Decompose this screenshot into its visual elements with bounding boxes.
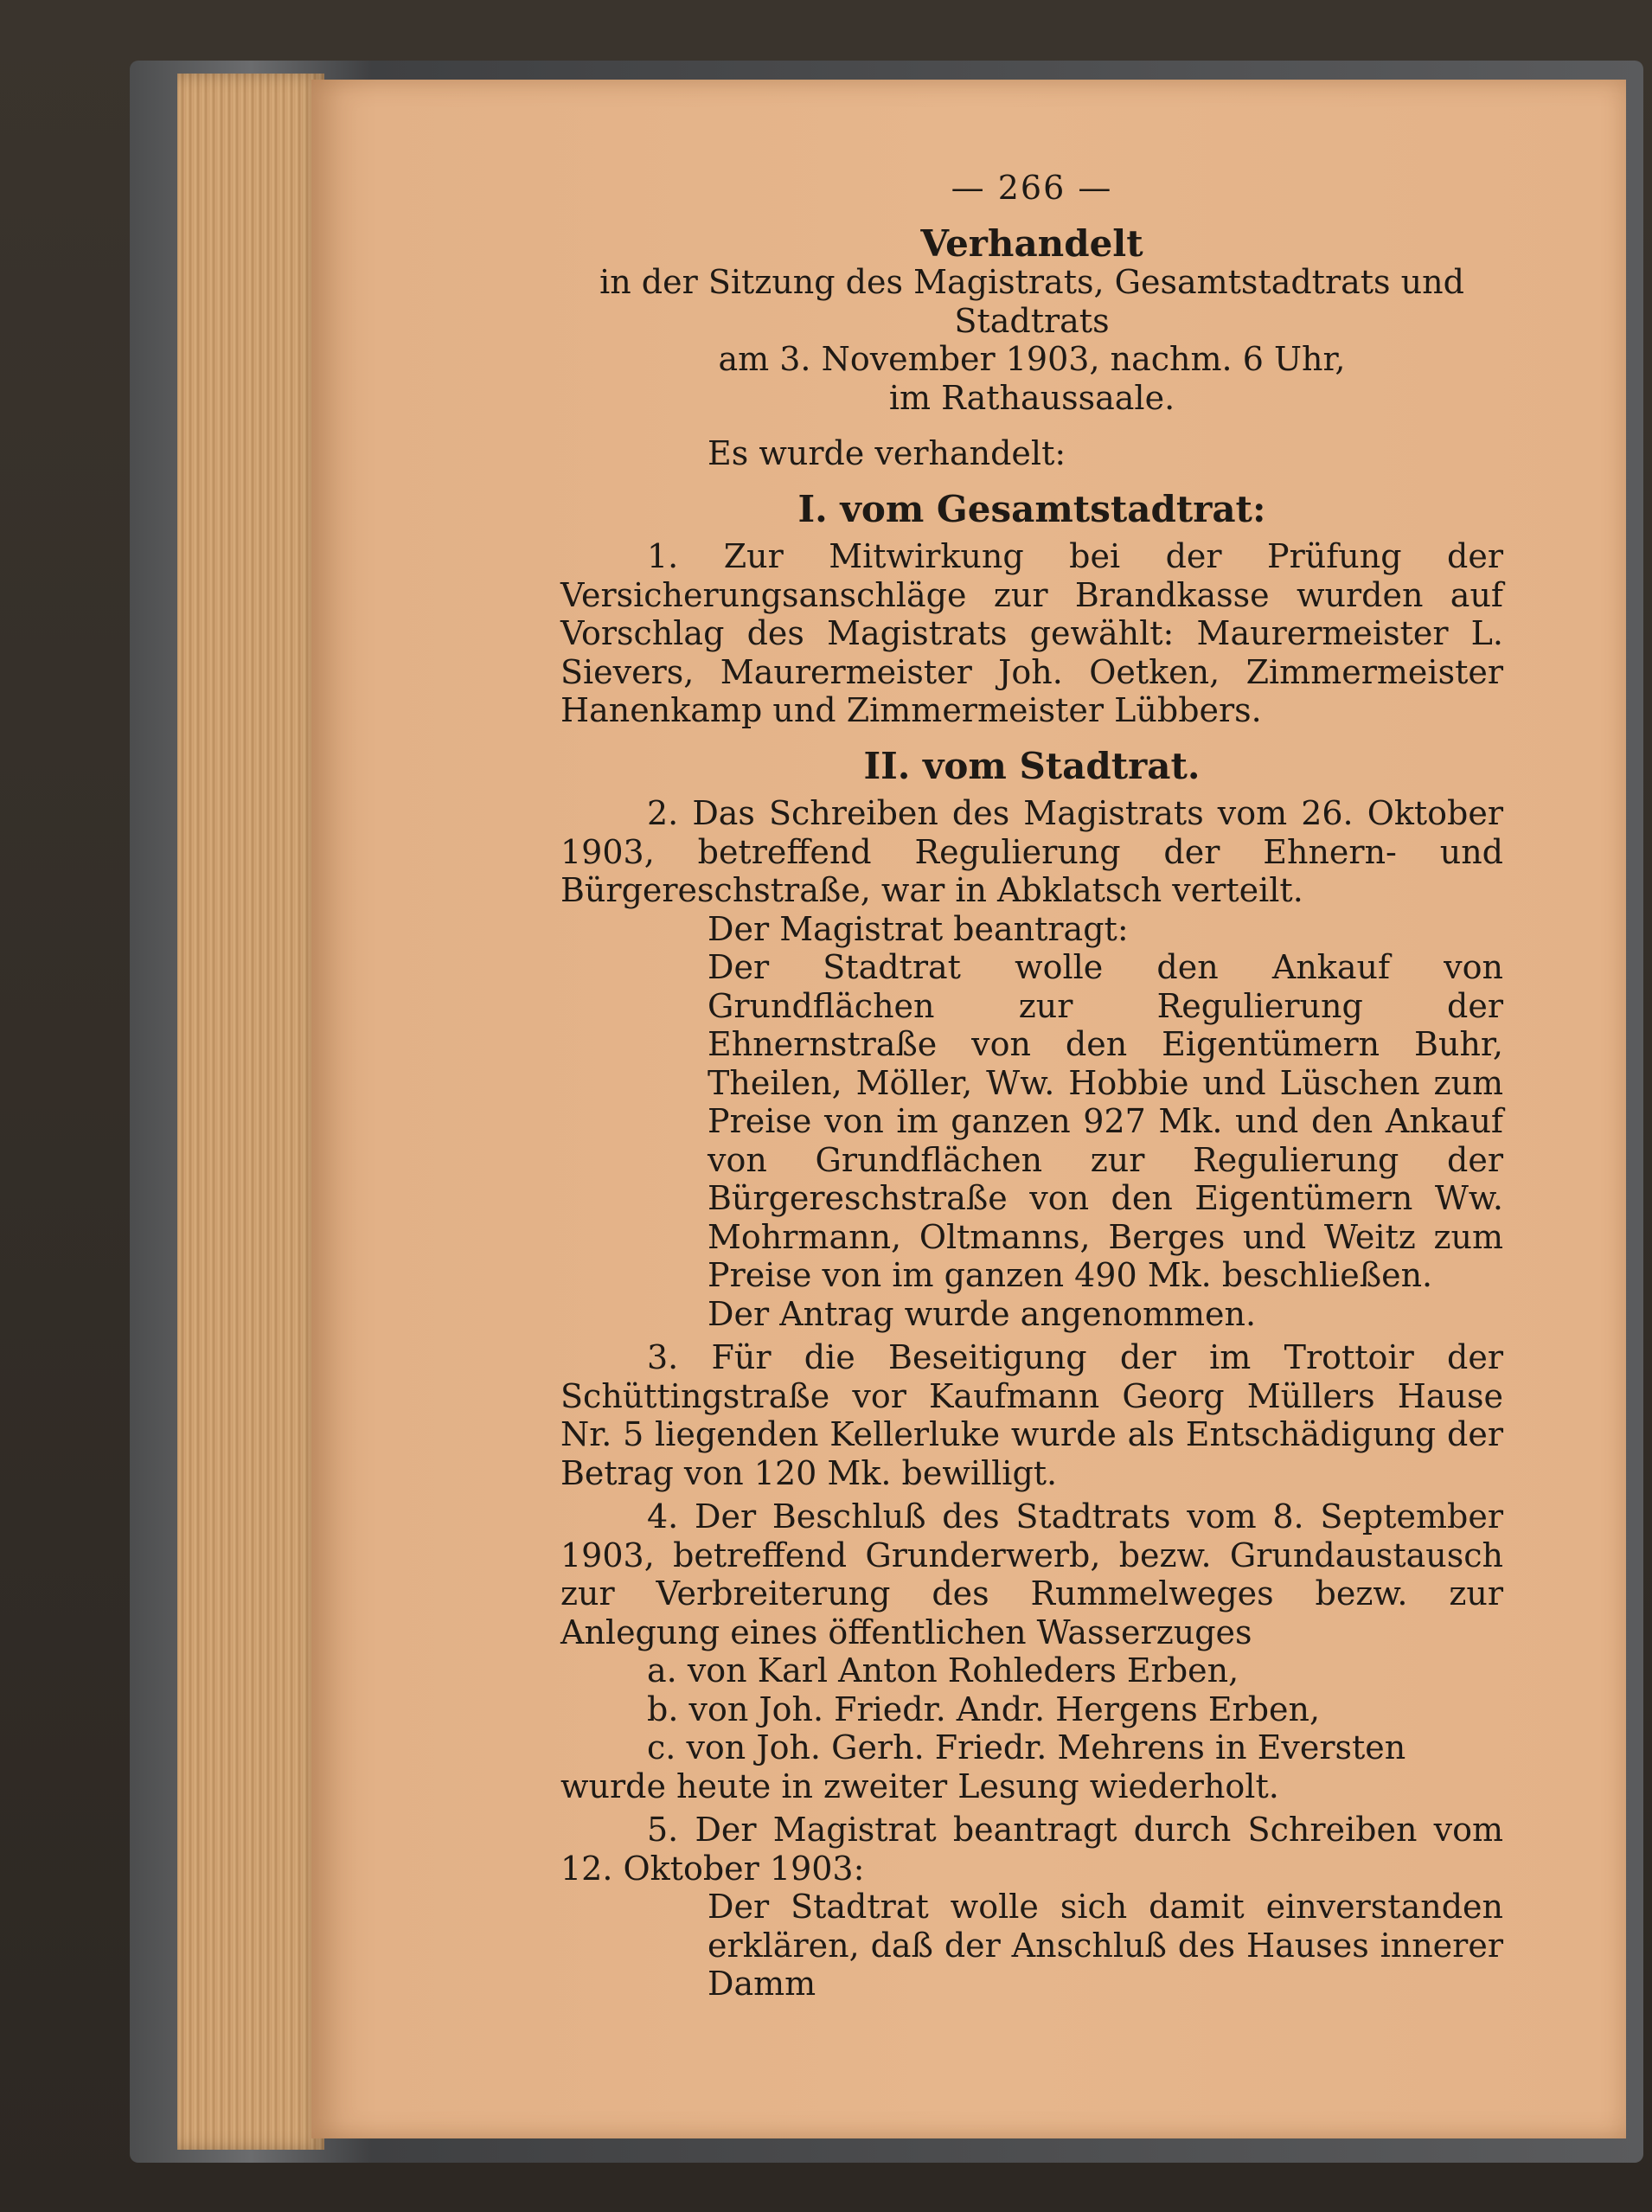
document-title: Verhandelt [920, 221, 1143, 265]
page-text [560, 169, 1503, 2004]
item-4-list-c: c. von Joh. Gerh. Friedr. Mehrens in Eversten [647, 1728, 1406, 1766]
subtitle-line-1: in der Sitzung des Magistrats, Gesamtstadtrats und Stadtrats [599, 263, 1464, 340]
section-1-heading: I. vom Gesamtstadtrat: [797, 487, 1266, 530]
subtitle-line-2: am 3. November 1903, nachm. 6 Uhr, [718, 340, 1346, 378]
item-2: 2. Das Schreiben des Magistrats vom 26. Oktober 1903, betreffend Regulierung der Ehnern- und Bürgereschstraße, war in Abklatsch verteilt. [560, 794, 1503, 909]
item-4: 4. Der Beschluß des Stadtrats vom 8. September 1903, betreffend Grunderwerb, bezw. Grundaustausch zur Verbreiterung des Rummelweges bezw. zur Anlegung eines öffentlichen Wasserzuges [560, 1497, 1503, 1651]
subtitle-line-3: im Rathaussaale. [888, 378, 1175, 417]
item-2-result: Der Antrag wurde angenommen. [708, 1294, 1257, 1333]
page-number: — 266 — [951, 169, 1113, 207]
item-5-request: Der Stadtrat wolle sich damit einverstanden erklären, daß der Anschluß des Hauses innerer Damm [708, 1888, 1503, 2003]
page-edges [177, 74, 324, 2150]
item-2-request-label: Der Magistrat beantragt: [708, 909, 1129, 948]
item-5: 5. Der Magistrat beantragt durch Schreiben vom 12. Oktober 1903: [560, 1811, 1503, 1888]
item-4-result: wurde heute in zweiter Lesung wiederholt. [560, 1766, 1279, 1805]
section-2-heading: II. vom Stadtrat. [863, 744, 1201, 787]
item-4-list-b: b. von Joh. Friedr. Andr. Hergens Erben, [647, 1689, 1321, 1728]
item-1: 1. Zur Mitwirkung bei der Prüfung der Versicherungsanschläge zur Brandkasse wurden auf Vorschlag des Magistrats gewählt: Maurermeister L. Sievers, Maurermeister Joh. Oetken, Zimmermeister Hanenkamp und Zimmermeister Lübbers. [560, 537, 1503, 729]
item-3: 3. Für die Beseitigung der im Trottoir der Schüttingstraße vor Kaufmann Georg Müllers Hause Nr. 5 liegenden Kellerluke wurde als Entschädigung der Betrag von 120 Mk. bewilligt. [560, 1338, 1503, 1492]
item-2-request: Der Stadtrat wolle den Ankauf von Grundflächen zur Regulierung der Ehnernstraße von den Eigentümern Buhr, Theilen, Möller, Ww. Hobbie und Lüschen zum Preise von im ganzen 927 Mk. und den Ankauf von Grundflächen zur Regulierung der Bürgereschstraße von den Eigentümern Ww. Mohrmann, Oltmanns, Berges und Weitz zum Preise von im ganzen 490 Mk. beschließen. [708, 948, 1503, 1294]
item-4-list-a: a. von Karl Anton Rohleders Erben, [647, 1651, 1239, 1689]
intro-text: Es wurde verhandelt: [708, 434, 1066, 472]
